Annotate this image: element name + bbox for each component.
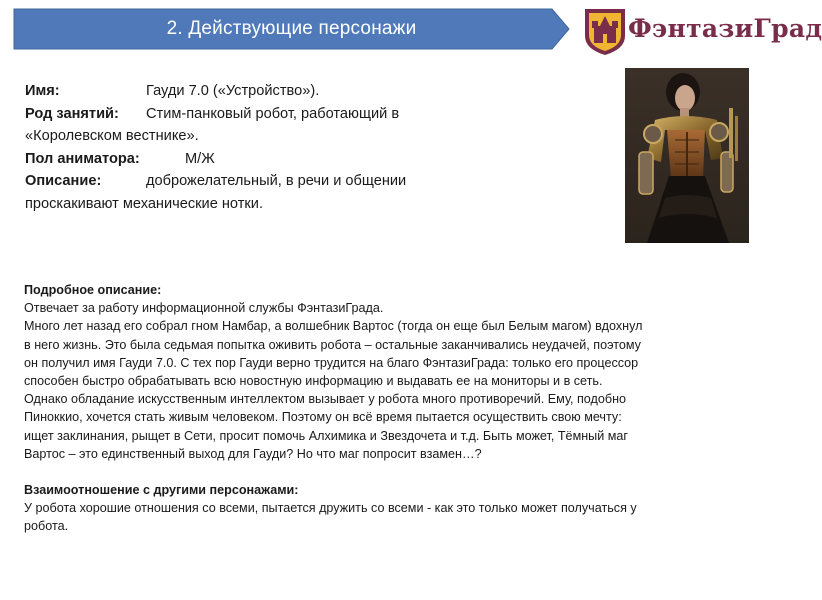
occupation-row-continued <box>25 125 465 148</box>
details-line: способен быстро обрабатывать всю новостную информацию и выдавать ее на мониторы и в сеть. <box>24 374 603 389</box>
character-profile <box>25 80 465 215</box>
occupation-label: Род занятий: <box>25 105 119 122</box>
occupation-value: Стим-панковый робот, работающий в <box>146 105 400 122</box>
details-line: Пиноккио, хочется стать живым человеком. Поэтому он всё время пытается осуществить свою мечту: <box>24 410 622 425</box>
detailed-description <box>24 281 780 536</box>
gender-value: М/Ж <box>185 150 215 167</box>
name-label: Имя: <box>25 83 60 99</box>
description-value-continued: проскакивают механические нотки. <box>25 195 264 212</box>
name-row <box>25 80 465 103</box>
name-value: Гауди 7.0 («Устройство»). <box>146 83 320 99</box>
details-line: Однако обладание искусственным интеллектом вызывает у робота много противоречий. Ему, подобно <box>24 392 627 407</box>
details-line: Вартос – это единственный выход для Гауди? Но что маг попросит взамен…? <box>24 446 482 461</box>
relations-line: У робота хорошие отношения со всеми, пытается дружить со всеми - как это только может получаться у <box>24 501 637 516</box>
occupation-row <box>25 103 465 126</box>
occupation-value-continued: «Королевском вестнике». <box>25 128 199 144</box>
details-line: Отвечает за работу информационной службы ФэнтазиГрада. <box>24 301 384 316</box>
section-title-banner <box>14 9 569 49</box>
gender-label: Пол аниматора: <box>25 150 140 167</box>
steampunk-robot-woman-photo-icon <box>625 68 749 243</box>
gender-row <box>25 148 465 171</box>
description-value: доброжелательный, в речи и общении <box>146 173 407 189</box>
character-photo <box>625 68 749 243</box>
details-line: в него жизнь. Это была седьмая попытка оживить робота – остальные заканчивались неудачей, поэтому <box>24 337 641 352</box>
description-label: Описание: <box>25 173 102 189</box>
logo-text: ФэнтазиГрад <box>628 14 822 43</box>
details-line: Много лет назад его собрал гном Намбар, а волшебник Вартос (тогда он еще был Белым магом) вдохнул <box>24 319 643 334</box>
details-heading: Подробное описание: <box>24 283 162 297</box>
section-title: 2. Действующие персонажи <box>166 18 417 39</box>
description-row <box>25 170 465 193</box>
relations-line: робота. <box>24 519 69 534</box>
relations-heading: Взаимоотношение с другими персонажами: <box>24 483 299 498</box>
description-row-continued <box>25 193 465 216</box>
details-line: он получил имя Гауди 7.0. С тех пор Гауди верно трудится на благо ФэнтазиГрада: только его процессор <box>24 355 639 370</box>
details-line: ищет заклинания, рыщет в Сети, просит помочь Алхимика и Звездочета и т.д. Быть может, Тёмный маг <box>24 428 629 443</box>
